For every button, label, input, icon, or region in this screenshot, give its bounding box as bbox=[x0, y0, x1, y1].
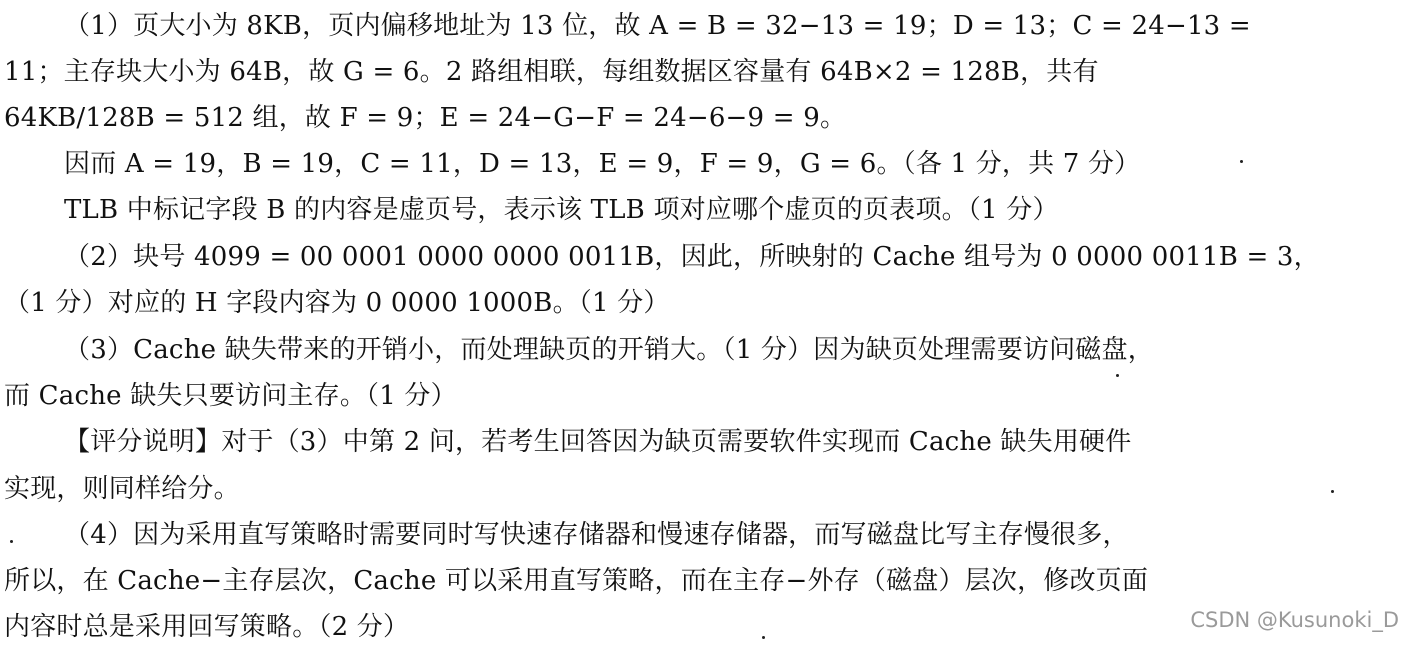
text-line-3: 64KB/128B = 512 组，故 F = 9；E = 24−G−F = 24−6−9 = 9。 bbox=[4, 103, 847, 133]
text-line-2: 11；主存块大小为 64B，故 G = 6。2 路组相联，每组数据区容量有 64B×2 = 128B，共有 bbox=[4, 57, 1099, 87]
text-line-11: 实现，则同样给分。 bbox=[4, 474, 240, 504]
text-line-13: 所以，在 Cache−主存层次，Cache 可以采用直写策略，而在主存−外存（磁盘）层次，修改页面 bbox=[4, 566, 1149, 596]
text-line-9: 而 Cache 缺失只要访问主存。（1 分） bbox=[4, 381, 457, 411]
scan-speck bbox=[762, 636, 765, 639]
scan-speck bbox=[1331, 490, 1334, 493]
text-line-10: 【评分说明】对于（3）中第 2 问，若考生回答因为缺页需要软件实现而 Cache 缺失用硬件 bbox=[64, 427, 1132, 457]
text-line-14: 内容时总是采用回写策略。（2 分） bbox=[4, 612, 410, 642]
text-line-4: 因而 A = 19，B = 19，C = 11，D = 13，E = 9，F = 9，G = 6。（各 1 分，共 7 分） bbox=[64, 149, 1141, 179]
text-line-1: （1）页大小为 8KB，页内偏移地址为 13 位，故 A = B = 32−13 = 19；D = 13；C = 24−13 = bbox=[64, 11, 1251, 41]
scan-speck bbox=[1240, 160, 1243, 163]
scan-speck bbox=[1116, 374, 1119, 377]
text-line-6: （2）块号 4099 = 00 0001 0000 0000 0011B，因此，所映射的 Cache 组号为 0 0000 0011B = 3， bbox=[64, 242, 1320, 272]
watermark: CSDN @Kusunoki_D bbox=[1190, 608, 1399, 632]
text-line-8: （3）Cache 缺失带来的开销小，而处理缺页的开销大。（1 分）因为缺页处理需要访问磁盘， bbox=[64, 335, 1154, 365]
text-line-12: （4）因为采用直写策略时需要同时写快速存储器和慢速存储器，而写磁盘比写主存慢很多， bbox=[64, 520, 1129, 550]
scan-speck bbox=[10, 540, 13, 543]
text-line-7: （1 分）对应的 H 字段内容为 0 0000 1000B。（1 分） bbox=[4, 288, 670, 318]
text-line-5: TLB 中标记字段 B 的内容是虚页号，表示该 TLB 项对应哪个虚页的页表项。（1 分） bbox=[64, 195, 1059, 225]
